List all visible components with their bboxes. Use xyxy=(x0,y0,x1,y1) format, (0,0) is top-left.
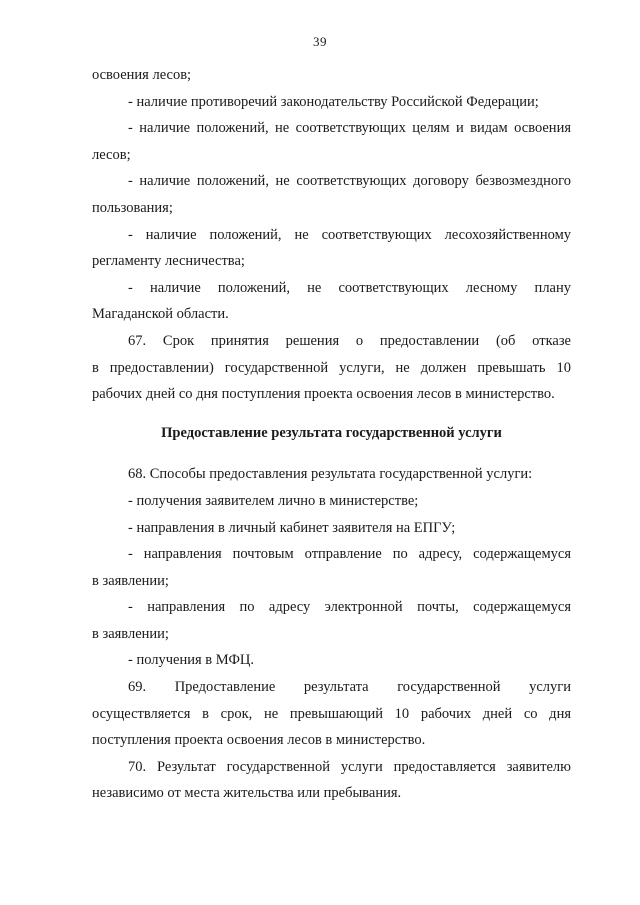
text-line: пользования; xyxy=(92,199,173,216)
text-line: - наличие положений, не соответствующих лесохозяйственному xyxy=(128,226,571,243)
text-line: - направления по адресу электронной почты, содержащемуся xyxy=(128,599,571,616)
text-line: рабочих дней со дня поступления проекта освоения лесов в министерство. xyxy=(92,386,555,403)
text-line: - наличие положений, не соответствующих лесному плану xyxy=(128,279,571,296)
text-line: Магаданской области. xyxy=(92,306,229,323)
text-line: поступления проекта освоения лесов в министерство. xyxy=(92,732,426,749)
text-line: 69. Предоставление результата государственной услуги xyxy=(128,679,571,696)
text-line: осуществляется в срок, не превышающий 10 рабочих дней со дня xyxy=(92,705,571,722)
text-line: - наличие положений, не соответствующих целям и видам освоения xyxy=(128,120,571,137)
text-line: - получения в МФЦ. xyxy=(128,652,255,669)
text-line: 68. Способы предоставления результата государственной услуги: xyxy=(128,466,533,483)
page-number: 39 xyxy=(313,34,327,49)
text-line: в предоставлении) государственной услуги, не должен превышать 10 xyxy=(92,359,571,376)
document-body xyxy=(92,62,571,807)
text-line: - наличие положений, не соответствующих договору безвозмездного xyxy=(128,173,571,190)
text-line: независимо от места жительства или пребывания. xyxy=(92,785,402,802)
text-line: лесов; xyxy=(92,146,131,163)
text-line: - направления почтовым отправление по адресу, содержащемуся xyxy=(128,546,571,563)
text-line: - наличие противоречий законодательству Российской Федерации; xyxy=(128,93,539,110)
text-line: освоения лесов; xyxy=(92,67,192,83)
text-line: - получения заявителем лично в министерстве; xyxy=(128,492,419,509)
text-line: 70. Результат государственной услуги предоставляется заявителю xyxy=(128,758,571,775)
section-heading: Предоставление результата государственной услуги xyxy=(161,424,502,441)
text-line: 67. Срок принятия решения о предоставлении (об отказе xyxy=(128,332,571,349)
text-line: - направления в личный кабинет заявителя на ЕПГУ; xyxy=(128,519,456,536)
text-line: в заявлении; xyxy=(92,572,169,589)
text-line: регламенту лесничества; xyxy=(92,253,245,270)
text-line: в заявлении; xyxy=(92,625,169,642)
